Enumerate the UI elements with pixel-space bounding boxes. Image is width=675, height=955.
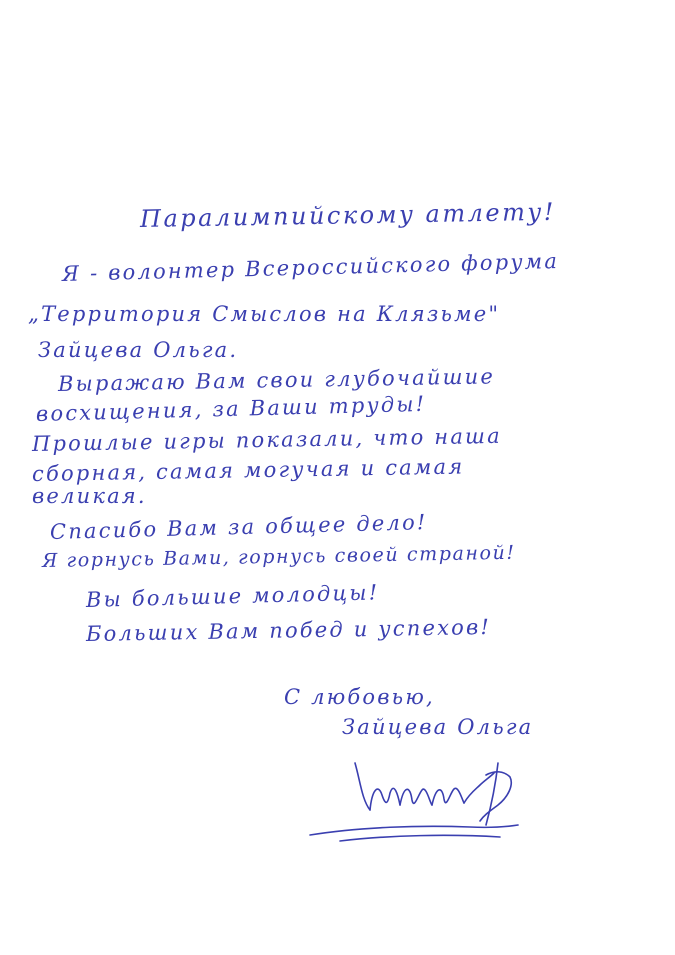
letter-line: сборная, самая могучая и самая bbox=[31, 454, 465, 486]
letter-closing-name: Зайцева Ольга bbox=[342, 715, 534, 739]
letter-line: Я горнусь Вами, горнусь своей страной! bbox=[41, 541, 516, 572]
letter-line: Выражаю Вам свои глубочайшие bbox=[57, 364, 496, 396]
letter-line: „Территория Смыслов на Клязьме" bbox=[28, 302, 501, 326]
letter-line: великая. bbox=[32, 484, 147, 508]
letter-title: Паралимпийскому атлету! bbox=[139, 197, 557, 233]
letter-line: Я - волонтер Всероссийского форума bbox=[61, 248, 560, 286]
letter-closing: С любовью, bbox=[284, 685, 435, 709]
letter-line: восхищения, за Ваши труды! bbox=[35, 391, 427, 426]
letter-line: Зайцева Ольга. bbox=[38, 338, 239, 362]
letter-line: Спасибо Вам за общее дело! bbox=[49, 510, 428, 544]
letter-line: Прошлые игры показали, что наша bbox=[31, 423, 503, 456]
letter-line: Вы большие молодцы! bbox=[85, 580, 380, 612]
letter-line: Больших Вам побед и успехов! bbox=[85, 614, 492, 646]
handwritten-signature bbox=[300, 755, 540, 850]
